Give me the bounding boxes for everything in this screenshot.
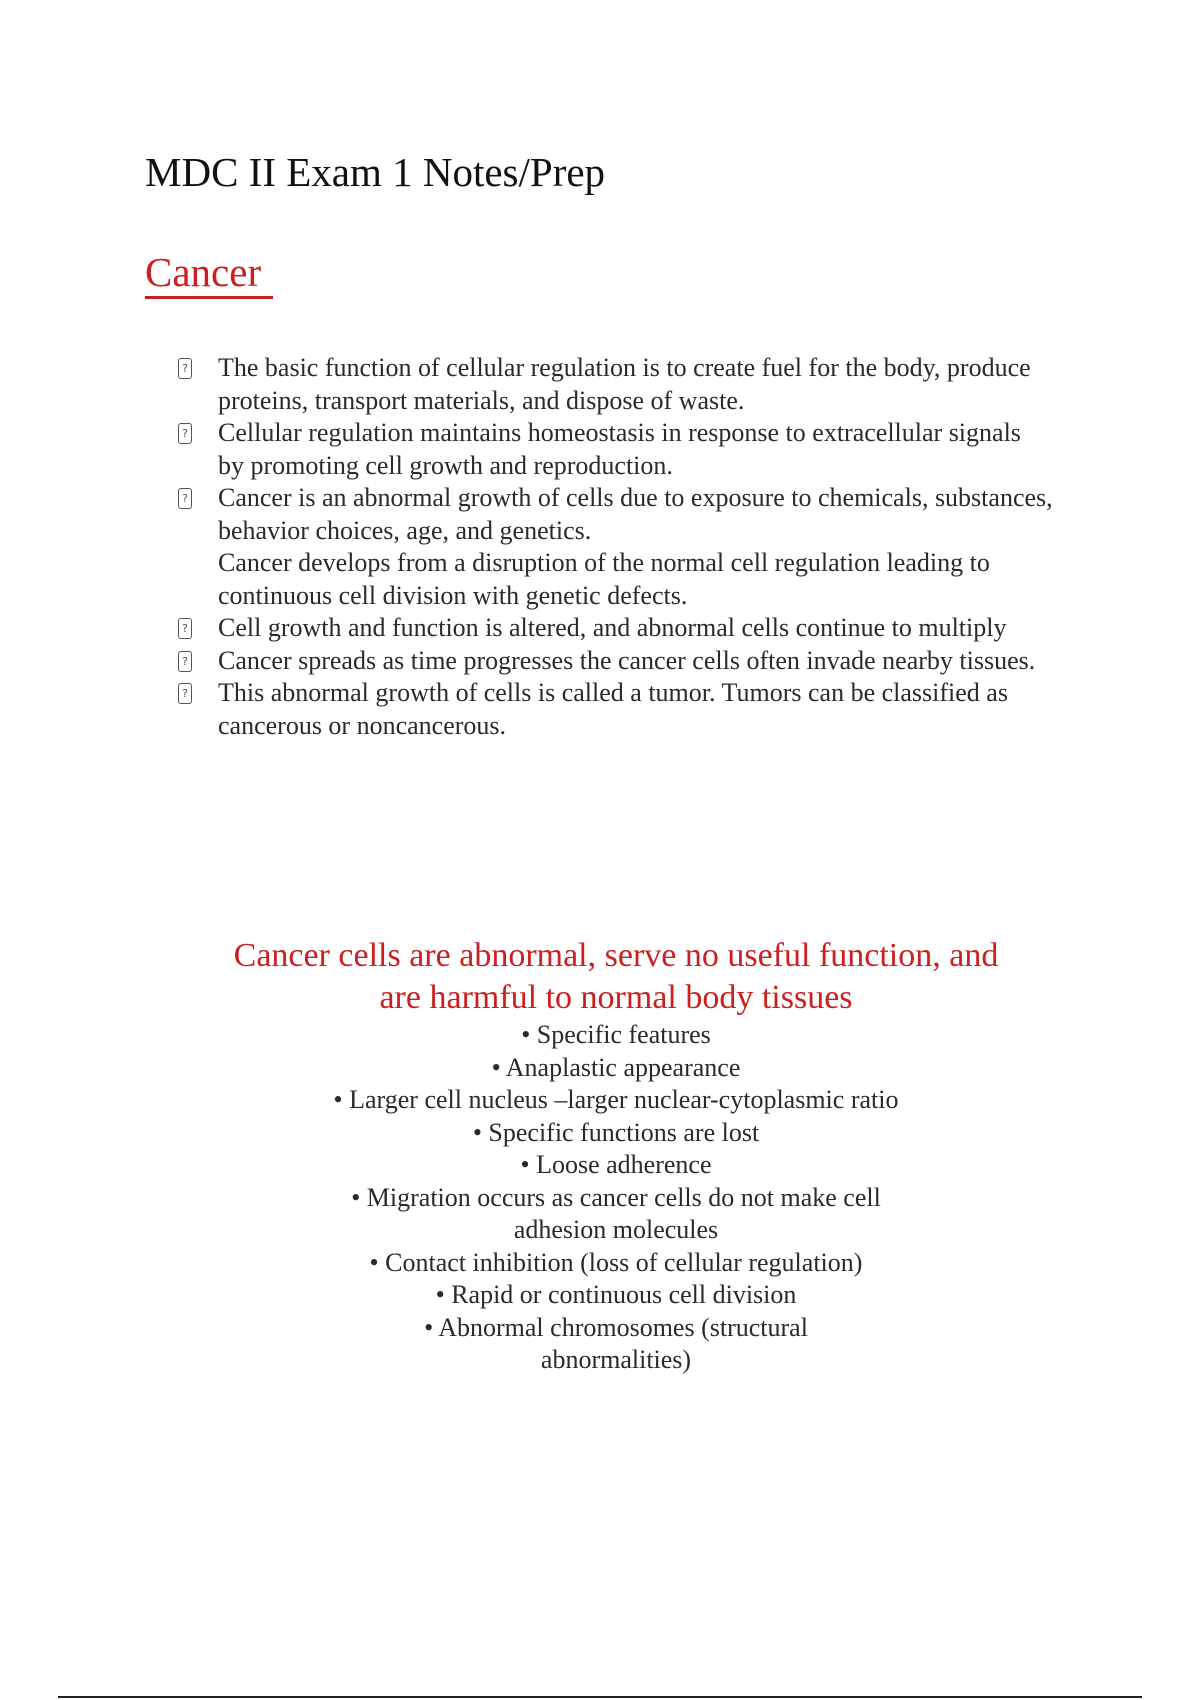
bullet-text: by promoting cell growth and reproduction. xyxy=(218,450,673,480)
list-item: • Specific features xyxy=(521,1020,711,1049)
list-item xyxy=(178,612,1088,645)
callout-heading: Cancer cells are abnormal, serve no useful function, and are harmful to normal body tissues xyxy=(233,937,999,1016)
bullet-text: The basic function of cellular regulation is to create fuel for the body, produce proteins, transport materials, and dispose of waste. xyxy=(218,353,1031,415)
list-item: • Migration occurs as cancer cells do not make cell adhesion molecules xyxy=(351,1182,881,1244)
list-item xyxy=(178,677,1088,742)
list-item: • Contact inhibition (loss of cellular regulation) xyxy=(369,1247,863,1277)
notes-bullet-list xyxy=(178,352,1088,742)
box-icon: ? xyxy=(178,651,192,672)
list-item xyxy=(178,352,1088,417)
page-title: MDC II Exam 1 Notes/Prep xyxy=(145,149,606,195)
list-item: • Abnormal chromosomes (structural abnormalities) xyxy=(424,1312,808,1374)
list-item: • Loose adherence xyxy=(520,1150,712,1179)
page-bottom-divider xyxy=(58,1696,1142,1698)
list-item: • Anaplastic appearance xyxy=(491,1052,741,1082)
box-icon: ? xyxy=(178,358,192,379)
box-icon: ? xyxy=(178,488,192,509)
bullet-text: Cancer spreads as time progresses the cancer cells often invade nearby tissues. xyxy=(218,645,1036,675)
bullet-text: This abnormal growth of cells is called a tumor. Tumors can be classified as cancerous or noncancerous. xyxy=(218,678,1008,740)
list-item xyxy=(178,645,1088,678)
list-item: • Rapid or continuous cell division xyxy=(435,1280,797,1309)
box-icon: ? xyxy=(178,683,192,704)
bullet-text: Cancer develops from a disruption of the normal cell regulation leading to continuous cell division with genetic defects. xyxy=(218,548,990,610)
box-icon: ? xyxy=(178,423,192,444)
list-item: • Specific functions are lost xyxy=(472,1117,760,1147)
bullet-text: Cellular regulation maintains homeostasis in response to extracellular signals xyxy=(218,418,1021,447)
list-item: • Larger cell nucleus –larger nuclear-cytoplasmic ratio xyxy=(333,1085,899,1114)
list-item xyxy=(178,417,1088,482)
section-heading-cancer: Cancer xyxy=(145,250,273,299)
box-icon: ? xyxy=(178,618,192,639)
bullet-text: Cancer is an abnormal growth of cells due to exposure to chemicals, substances, behavior choices, age, and genetics. xyxy=(218,483,1053,545)
bullet-text: Cell growth and function is altered, and abnormal cells continue to multiply xyxy=(218,613,1007,642)
cancer-cells-callout xyxy=(230,935,1002,1377)
features-list xyxy=(230,1019,1002,1377)
list-item xyxy=(178,482,1088,612)
